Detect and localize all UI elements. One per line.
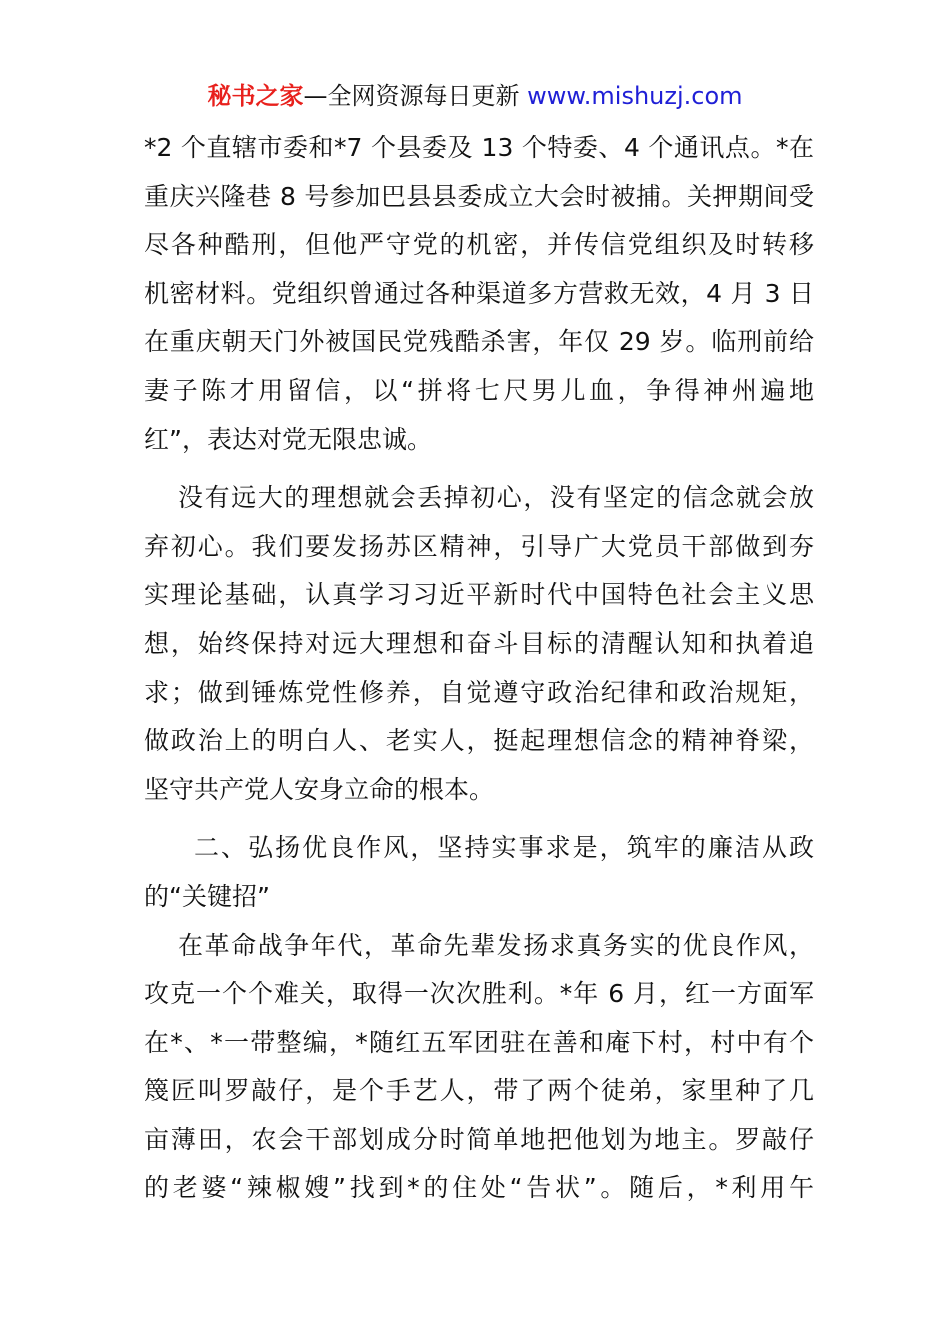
paragraph-1 xyxy=(144,124,814,464)
text-line: 在革命战争年代，革命先辈发扬求真务实的优良作风， xyxy=(178,930,814,960)
text-line: 的老婆“辣椒嫂”找到*的住处“告状”。随后，*利用午 xyxy=(144,1173,814,1203)
site-tagline: —全网资源每日更新 xyxy=(303,82,520,110)
text-line: *2 个直辖市委和*7 个县委及 13 个特委、4 个通讯点。*在 xyxy=(144,133,814,162)
heading-line: 二、弘扬优良作风，坚持实事求是，筑牢的廉洁从政 xyxy=(194,833,814,863)
text-line: 坚守共产党人安身立命的根本。 xyxy=(144,774,495,804)
text-line: 没有远大的理想就会丢掉初心，没有坚定的信念就会放 xyxy=(178,483,814,513)
text-line: 妻子陈才用留信，以“拼将七尺男儿血，争得神州遍地 xyxy=(144,375,814,405)
text-line: 在重庆朝天门外被国民党残酷杀害，年仅 29 岁。临刑前给 xyxy=(144,327,814,357)
text-line: 机密材料。党组织曾通过各种渠道多方营救无效，4 月 3 日 xyxy=(144,278,814,308)
text-line: 亩薄田，农会干部划成分时简单地把他划为地主。罗敲仔 xyxy=(144,1124,814,1154)
paragraph-2 xyxy=(144,474,814,814)
paragraph-3 xyxy=(144,922,814,1214)
section-heading xyxy=(144,824,814,921)
text-line: 重庆兴隆巷 8 号参加巴县县委成立大会时被捕。关押期间受 xyxy=(144,181,814,211)
text-line: 求；做到锤炼党性修养，自觉遵守政治纪律和政治规矩， xyxy=(144,677,814,707)
text-line: 红”，表达对党无限忠诚。 xyxy=(144,424,432,454)
text-line: 想，始终保持对远大理想和奋斗目标的清醒认知和执着追 xyxy=(144,628,814,658)
text-line: 攻克一个个难关，取得一次次胜利。*年 6 月，红一方面军 xyxy=(144,979,814,1009)
site-header xyxy=(0,80,950,112)
text-line: 篾匠叫罗敲仔，是个手艺人，带了两个徒弟，家里种了几 xyxy=(144,1076,814,1106)
text-line: 尽各种酷刑，但他严守党的机密，并传信党组织及时转移 xyxy=(144,230,814,260)
text-line: 实理论基础，认真学习习近平新时代中国特色社会主义思 xyxy=(144,580,814,610)
document-body xyxy=(144,124,814,1213)
text-line: 做政治上的明白人、老实人，挺起理想信念的精神脊梁， xyxy=(144,726,814,756)
text-line: 在*、*一带整编，*随红五军团驻在善和庵下村，村中有个 xyxy=(144,1027,814,1057)
text-line: 弃初心。我们要发扬苏区精神，引导广大党员干部做到夯 xyxy=(144,531,814,561)
heading-line: 的“关键招” xyxy=(144,881,270,911)
site-brand: 秘书之家 xyxy=(207,82,304,110)
site-url[interactable]: www.mishuzj.com xyxy=(527,82,743,110)
